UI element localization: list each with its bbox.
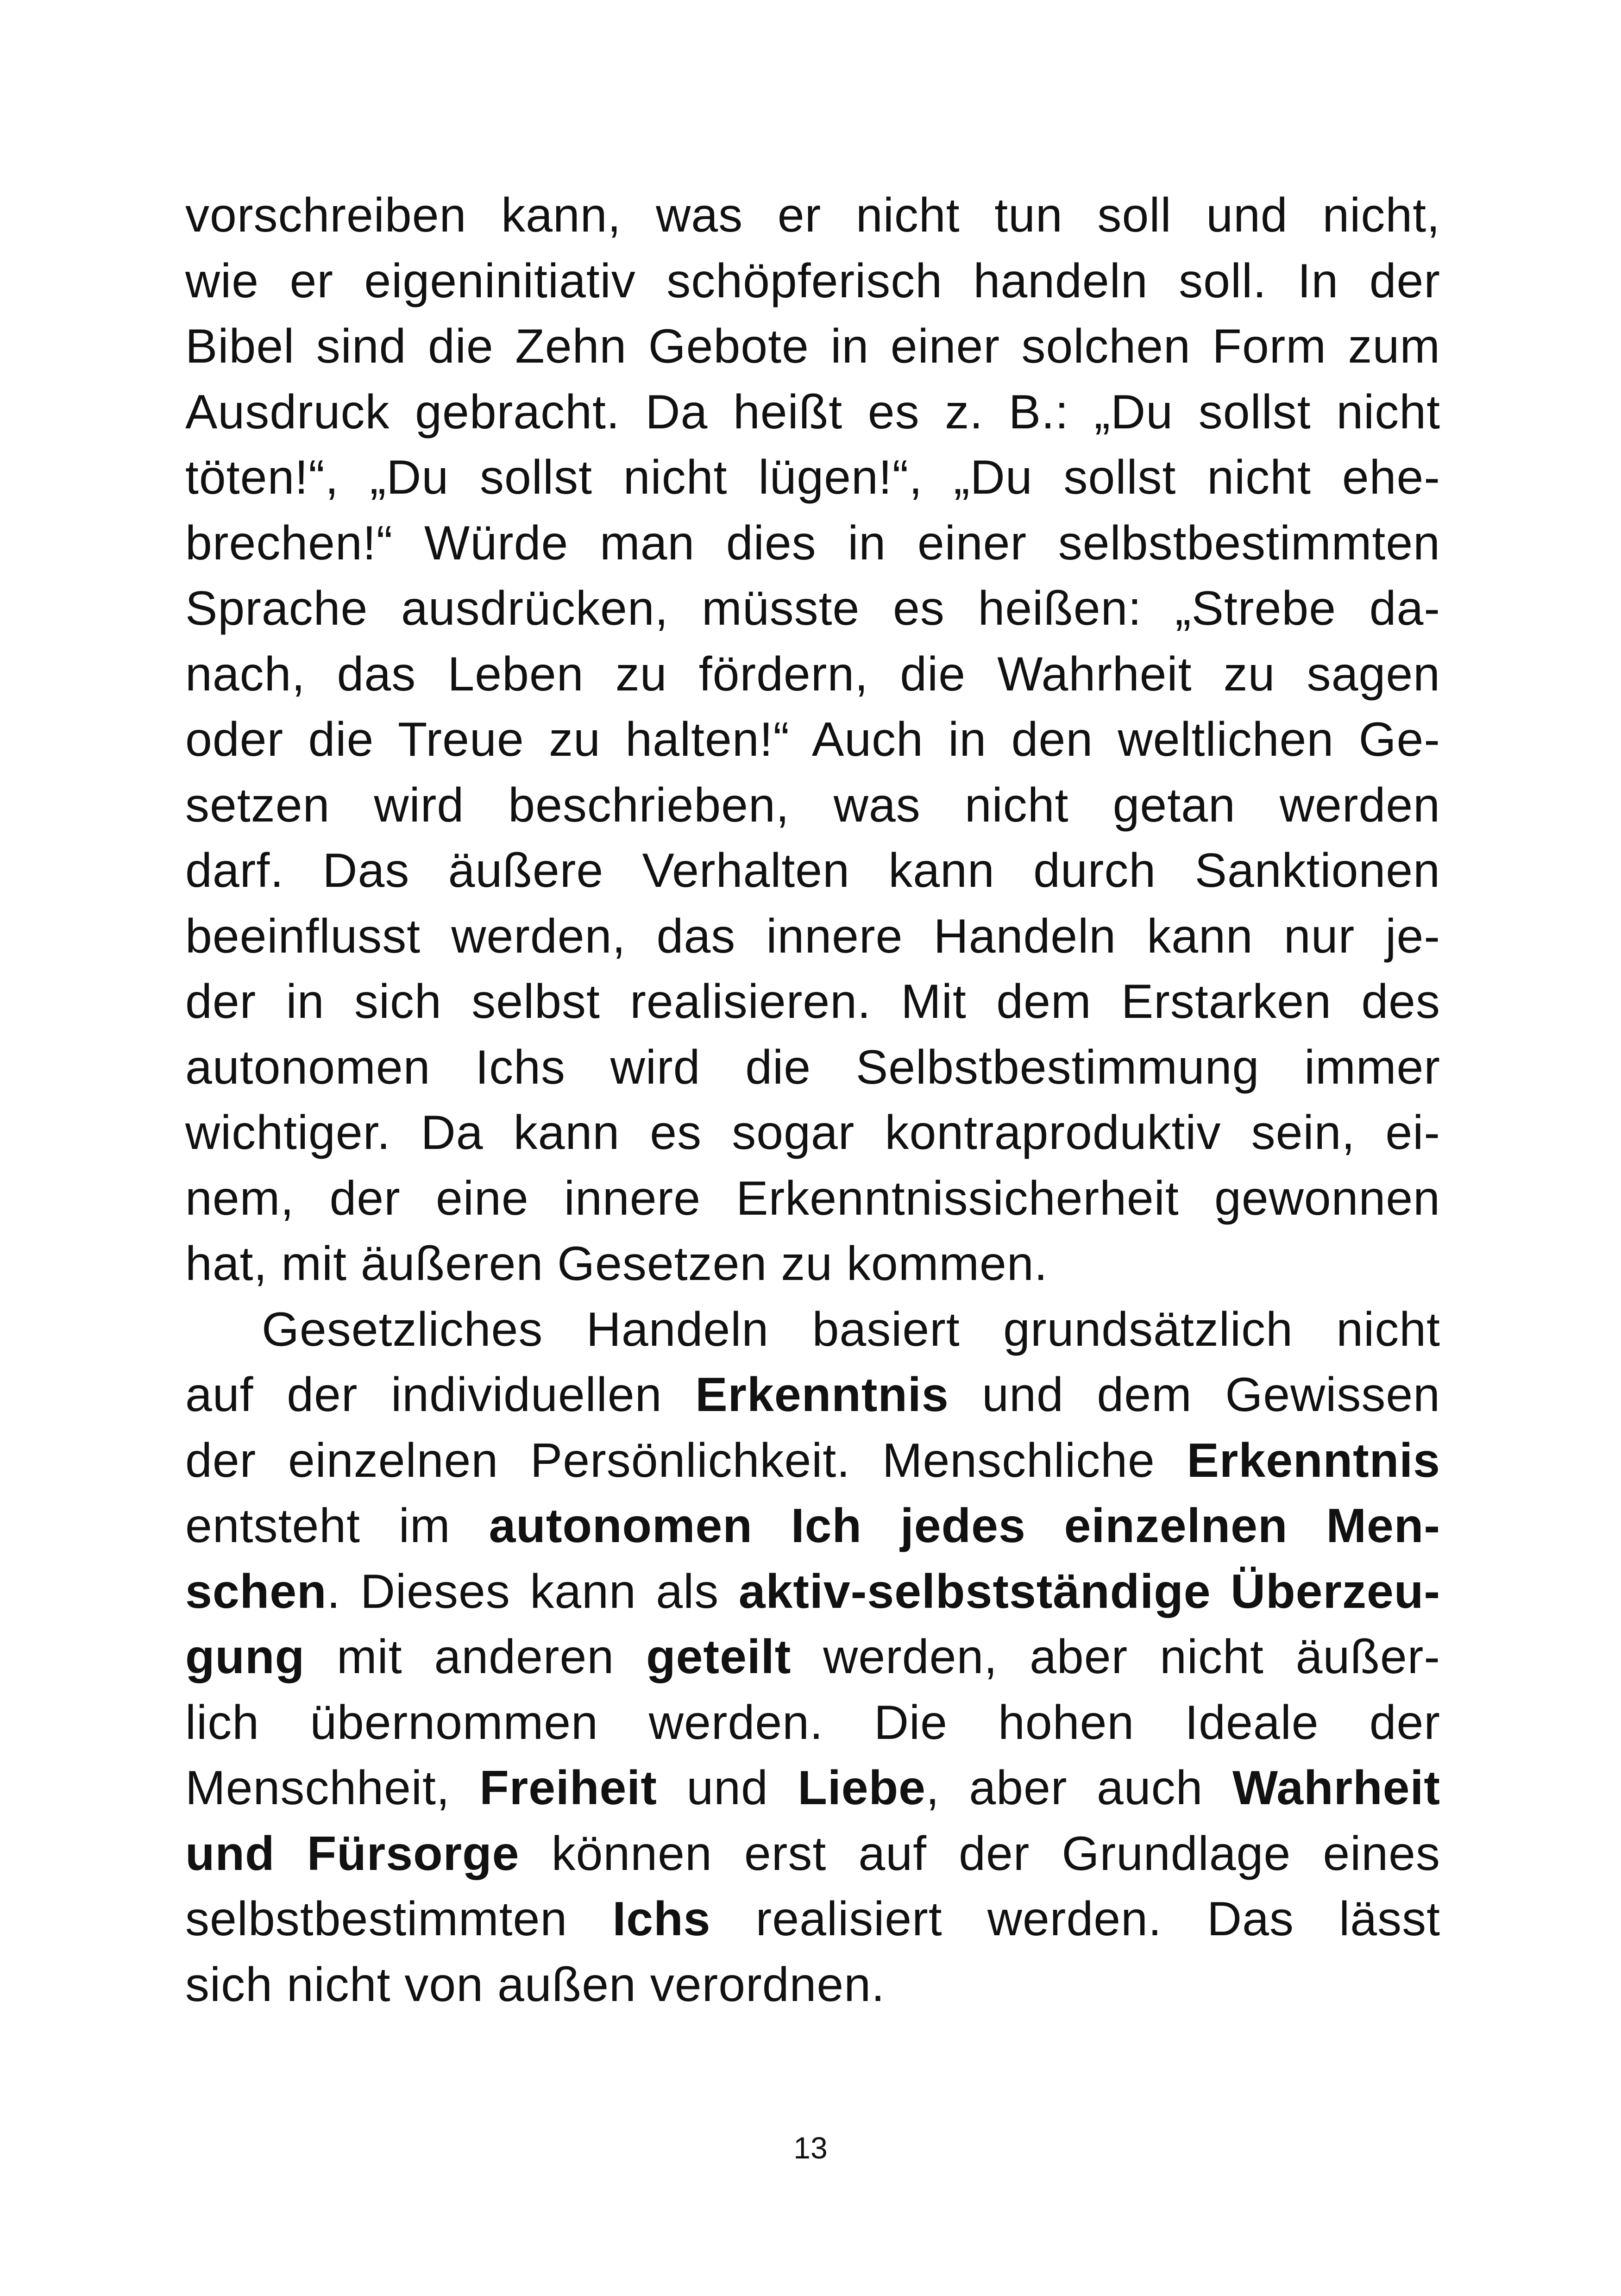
text-line [185, 838, 1440, 904]
text-line [185, 1100, 1440, 1166]
text-segment: Gesetzliches Handeln basiert grundsätzlich nicht [262, 1302, 1440, 1356]
text-line [185, 1887, 1440, 1952]
text-segment: und [657, 1761, 798, 1815]
bold-text-segment: geteilt [646, 1630, 792, 1684]
bold-text-segment: Ichs [612, 1892, 711, 1946]
text-segment: Ausdruck gebracht. Da heißt es z. B.: „Du sollst nicht [185, 385, 1440, 439]
text-line [185, 1821, 1440, 1887]
text-line [185, 1297, 1440, 1363]
bold-text-segment: schen [185, 1564, 327, 1618]
text-line [185, 1952, 1440, 2018]
bold-text-segment: Erkenntnis [1187, 1433, 1440, 1487]
text-segment: Sprache ausdrücken, müsste es heißen: „Strebe da- [185, 582, 1440, 635]
text-segment: brechen!“ Würde man dies in einer selbstbestimmten [185, 516, 1440, 570]
text-segment: wichtiger. Da kann es sogar kontraproduktiv sein, ei- [185, 1106, 1440, 1160]
bold-text-segment: Erkenntnis [695, 1368, 949, 1422]
text-line [185, 1231, 1440, 1297]
body-text [185, 183, 1440, 2018]
bold-text-segment: autonomen Ich jedes einzelnen Men- [489, 1499, 1440, 1553]
text-segment: auf der individuellen [185, 1368, 696, 1422]
text-segment: wie er eigeninitiativ schöpferisch handeln soll. In der [185, 254, 1440, 308]
text-segment: hat, mit äußeren Gesetzen zu kommen. [185, 1237, 1048, 1291]
text-segment: nach, das Leben zu fördern, die Wahrheit zu sagen [185, 647, 1440, 701]
text-segment: darf. Das äußere Verhalten kann durch Sanktionen [185, 844, 1440, 897]
text-line [185, 1559, 1440, 1625]
text-segment: autonomen Ichs wird die Selbstbestimmung immer [185, 1040, 1440, 1094]
paragraph-1 [185, 183, 1440, 1297]
text-segment: , aber auch [925, 1761, 1232, 1815]
text-line [185, 249, 1440, 314]
text-line [185, 1428, 1440, 1494]
bold-text-segment: Freiheit [479, 1761, 657, 1815]
text-segment: der in sich selbst realisieren. Mit dem Erstarken des [185, 975, 1440, 1029]
text-line [185, 773, 1440, 839]
text-line [185, 380, 1440, 445]
text-segment: realisiert werden. Das lässt [710, 1892, 1441, 1946]
text-line [185, 707, 1440, 773]
text-line [185, 904, 1440, 970]
bold-text-segment: aktiv-selbstständige Überzeu- [738, 1564, 1440, 1618]
text-segment: Menschheit, [185, 1761, 480, 1815]
text-line [185, 969, 1440, 1035]
text-segment: können erst auf der Grundlage eines [519, 1826, 1440, 1881]
page-number: 13 [793, 2131, 828, 2165]
bold-text-segment: gung [185, 1630, 305, 1684]
text-line [185, 1625, 1440, 1690]
text-line [185, 183, 1440, 249]
text-segment: oder die Treue zu halten!“ Auch in den weltlichen Ge- [185, 713, 1440, 766]
paragraph-2 [185, 1297, 1440, 2018]
text-segment: Bibel sind die Zehn Gebote in einer solchen Form zum [185, 320, 1440, 373]
text-line [185, 1362, 1440, 1428]
text-segment: mit anderen [305, 1630, 647, 1684]
text-line [185, 1690, 1440, 1756]
text-line [185, 445, 1440, 511]
text-line [185, 511, 1440, 577]
text-segment: setzen wird beschrieben, was nicht getan werden [185, 778, 1440, 832]
text-line [185, 1493, 1440, 1559]
text-segment: sich nicht von außen verordnen. [185, 1957, 885, 2012]
text-segment: und dem Gewissen [949, 1368, 1440, 1422]
text-segment: töten!“, „Du sollst nicht lügen!“, „Du sollst nicht ehe- [185, 451, 1440, 504]
text-segment: . Dieses kann als [327, 1564, 739, 1618]
text-line [185, 1166, 1440, 1232]
bold-text-segment: Wahrheit [1232, 1761, 1441, 1815]
text-segment: lich übernommen werden. Die hohen Ideale der [185, 1695, 1440, 1750]
text-segment: selbstbestimmten [185, 1892, 613, 1946]
text-segment: beeinflusst werden, das innere Handeln kann nur je- [185, 909, 1440, 963]
text-segment: werden, aber nicht äußer- [791, 1630, 1440, 1684]
text-line [185, 1756, 1440, 1821]
text-line [185, 1035, 1440, 1101]
bold-text-segment: Liebe [798, 1761, 926, 1815]
text-line [185, 576, 1440, 642]
text-segment: der einzelnen Persönlichkeit. Menschliche [185, 1433, 1187, 1487]
text-line [185, 642, 1440, 708]
text-line [185, 314, 1440, 380]
bold-text-segment: und Fürsorge [185, 1826, 520, 1881]
text-segment: entsteht im [185, 1499, 489, 1553]
text-segment: vorschreiben kann, was er nicht tun soll und nicht, [185, 188, 1440, 242]
text-segment: nem, der eine innere Erkenntnissicherheit gewonnen [185, 1171, 1440, 1225]
